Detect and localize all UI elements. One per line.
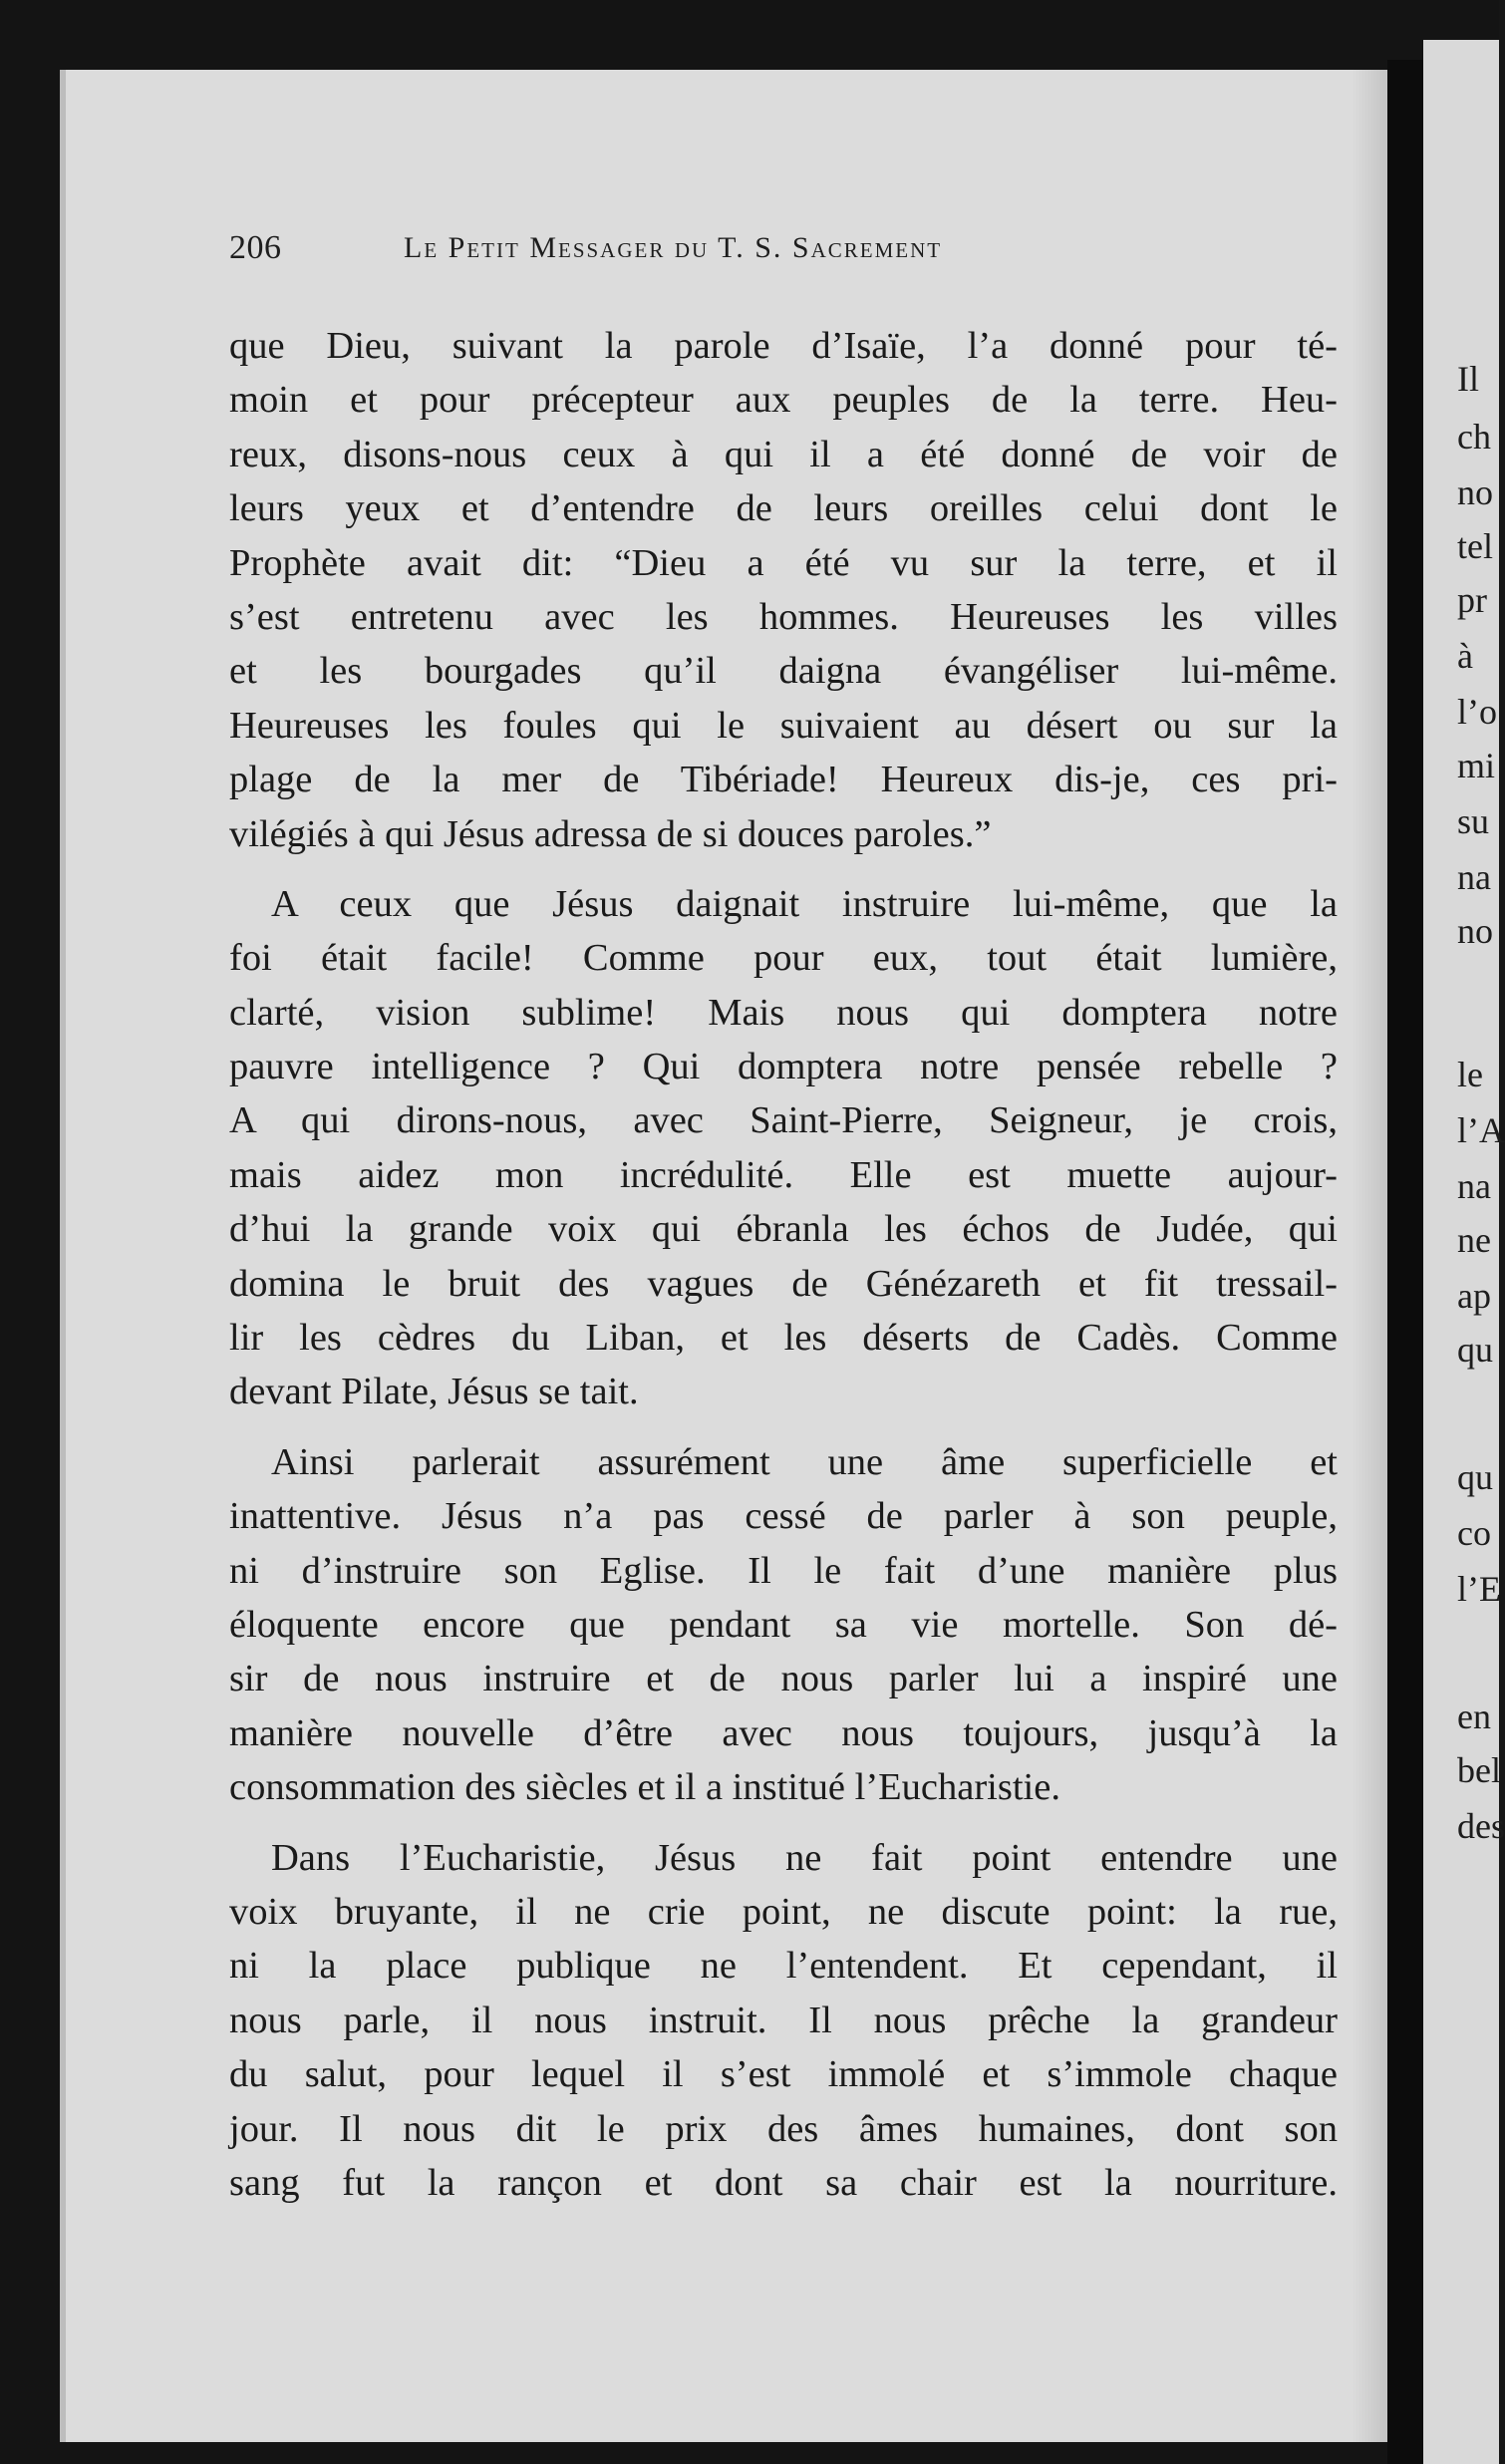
text-line: devant Pilate, Jésus se tait. [229, 1371, 639, 1413]
text-line: lir les cèdres du Liban, et les déserts de Cadès. Comme [229, 1317, 1338, 1360]
text-line: ni la place publique ne l’entendent. Et cependant, il [229, 1945, 1338, 1988]
text-line: domina le bruit des vagues de Génézareth et fit tressail- [229, 1262, 1338, 1305]
text-line: foi était facile! Comme pour eux, tout était lumière, [229, 937, 1338, 980]
facing-page-fragment: qu [1457, 1457, 1493, 1497]
text-line: Prophète avait dit: “Dieu a été vu sur la terre, et il [229, 541, 1338, 584]
text-line: Ainsi parlerait assurément une âme superficielle et [271, 1440, 1338, 1483]
text-line: moin et pour précepteur aux peuples de la terre. Heu- [229, 379, 1338, 422]
facing-page-fragment: no [1457, 911, 1493, 951]
facing-page-fragment: no [1457, 472, 1493, 512]
book-gutter [1387, 60, 1423, 2464]
text-line: sang fut la rançon et dont sa chair est la nourriture. [229, 2161, 1338, 2204]
facing-page-fragment: en [1457, 1696, 1491, 1736]
text-line: nous parle, il nous instruit. Il nous prêche la grandeur [229, 1999, 1338, 2041]
facing-page-fragment: l’o [1457, 692, 1497, 732]
text-line: et les bourgades qu’il daigna évangéliser lui-même. [229, 650, 1338, 693]
page-number: 206 [229, 229, 282, 266]
facing-page-fragment: na [1457, 1166, 1491, 1206]
text-line: jour. Il nous dit le prix des âmes humaines, dont son [229, 2107, 1338, 2150]
facing-page-fragment: su [1457, 801, 1490, 841]
text-line: leurs yeux et d’entendre de leurs oreilles celui dont le [229, 487, 1338, 530]
facing-page-fragment: l’E [1457, 1569, 1501, 1609]
text-line: manière nouvelle d’être avec nous toujours, jusqu’à la [229, 1711, 1338, 1754]
body-text [229, 319, 1338, 2226]
text-line: ni d’instruire son Eglise. Il le fait d’une manière plus [229, 1549, 1338, 1592]
text-line: A ceux que Jésus daignait instruire lui-même, que la [271, 882, 1338, 925]
text-line: mais aidez mon incrédulité. Elle est muette aujour- [229, 1153, 1338, 1196]
facing-page-fragment: bel [1457, 1750, 1501, 1790]
text-line: Dans l’Eucharistie, Jésus ne fait point entendre une [271, 1836, 1338, 1879]
text-line: voix bruyante, il ne crie point, ne discute point: la rue, [229, 1890, 1338, 1933]
facing-page [1423, 40, 1505, 2464]
facing-page-fragment: Il [1457, 359, 1479, 399]
facing-page-fragment: tel [1457, 526, 1493, 566]
facing-page-fragment: pr [1457, 580, 1487, 620]
text-line: A qui dirons-nous, avec Saint-Pierre, Seigneur, je crois, [229, 1099, 1338, 1142]
facing-page-fragment: l’A [1457, 1110, 1505, 1150]
facing-page-fragment: ap [1457, 1276, 1491, 1316]
facing-page-fragment: ne [1457, 1220, 1491, 1260]
text-line: du salut, pour lequel il s’est immolé et s’immole chaque [229, 2053, 1338, 2096]
facing-page-fragment: ch [1457, 417, 1491, 457]
running-head [229, 229, 1226, 273]
text-line: que Dieu, suivant la parole d’Isaïe, l’a donné pour té- [229, 325, 1338, 367]
facing-page-fragment: le [1457, 1055, 1483, 1094]
facing-page-fragment: des [1457, 1806, 1505, 1846]
text-line: inattentive. Jésus n’a pas cessé de parler à son peuple, [229, 1495, 1338, 1538]
text-line: s’est entretenu avec les hommes. Heureuses les villes [229, 595, 1338, 638]
paragraph [229, 877, 1338, 1419]
facing-page-fragment: co [1457, 1513, 1491, 1553]
facing-page-fragment: na [1457, 857, 1491, 897]
facing-page-fragment: mi [1457, 746, 1496, 785]
text-line: éloquente encore que pendant sa vie mortelle. Son dé- [229, 1603, 1338, 1646]
paragraph [229, 319, 1338, 861]
paragraph [229, 1435, 1338, 1815]
text-line: vilégiés à qui Jésus adressa de si douces paroles.” [229, 812, 992, 855]
text-line: plage de la mer de Tibériade! Heureux dis-je, ces pri- [229, 759, 1338, 801]
text-line: consommation des siècles et il a institué l’Eucharistie. [229, 1766, 1060, 1809]
paragraph [229, 1831, 1338, 2211]
text-line: sir de nous instruire et de nous parler lui a inspiré une [229, 1658, 1338, 1700]
facing-page-fragment: à [1457, 636, 1473, 676]
text-line: Heureuses les foules qui le suivaient au désert ou sur la [229, 704, 1338, 747]
facing-page-fragment: qu [1457, 1330, 1493, 1370]
text-line: d’hui la grande voix qui ébranla les échos de Judée, qui [229, 1208, 1338, 1251]
text-line: pauvre intelligence ? Qui domptera notre pensée rebelle ? [229, 1046, 1338, 1088]
text-line: reux, disons-nous ceux à qui il a été donné de voir de [229, 433, 1338, 475]
text-line: clarté, vision sublime! Mais nous qui domptera notre [229, 991, 1338, 1034]
running-head-title: Le Petit Messager du T. S. Sacrement [404, 231, 943, 264]
